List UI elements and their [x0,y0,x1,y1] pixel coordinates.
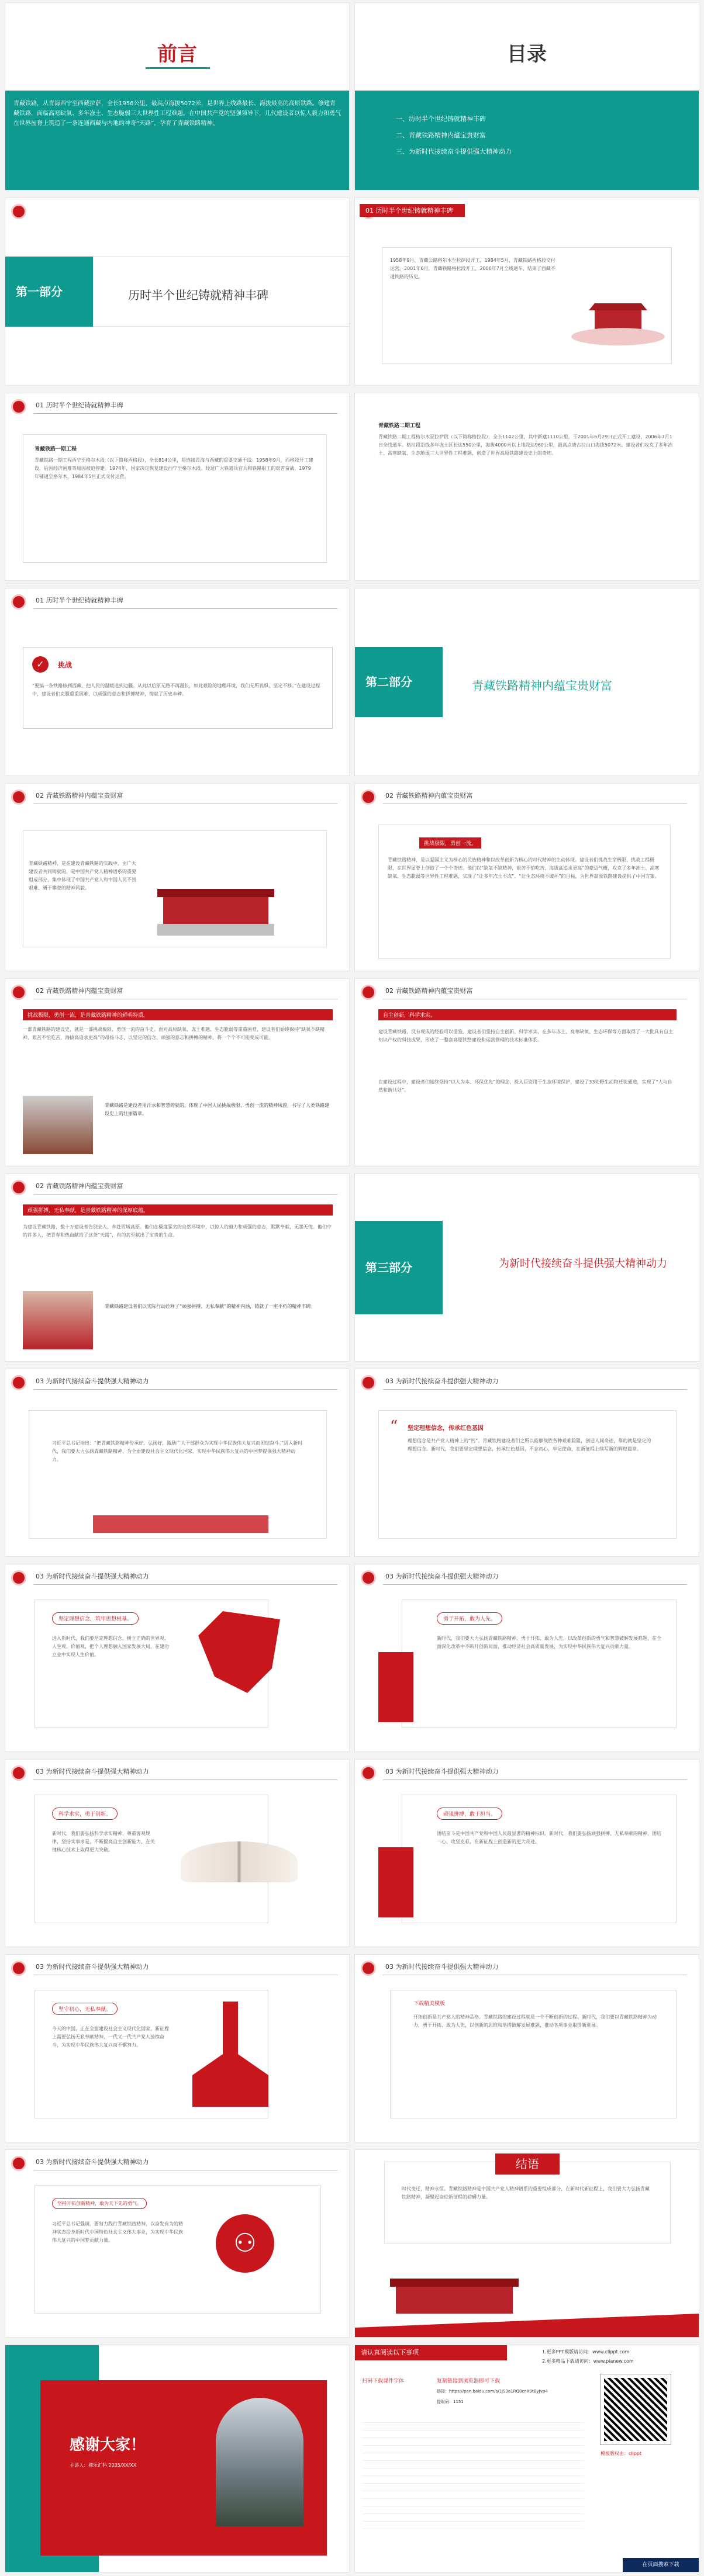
part-label: 第二部分 [365,675,412,689]
part-label: 第一部分 [16,285,63,299]
slide-toc [354,2,699,191]
slide-header: 01 历时半个世纪铸就精神丰碑 [36,401,123,409]
innovation-text: 习近平总书记强调，要努力践行青藏铁路精神，以奋发有为的精神状态投身新时代中国特色社会主义伟大事业，为实现中华民族伟大复兴的中国梦贡献力量。 [52,2221,183,2243]
spirit-text-2: 在建设过程中，建设者们始终坚持“以人为本、环保优先”的理念，投入巨资用于生态环境保护，建设了33处野生动物迁徙通道，实现了“人与自然和谐共处”。 [378,1079,672,1093]
slide-header: 03 为新时代接续奋斗提供强大精神动力 [36,1573,149,1580]
gate-illustration [390,2273,519,2319]
science-label: 科学求实，勇于创新。 [52,1808,118,1820]
slide-conclusion [354,2149,699,2338]
thanks-meta: 主讲人：穆乐汇科 2035/XX/XX [70,2463,137,2468]
page-title: 前言 [157,43,197,66]
pioneer-text: 新时代，我们要大力弘扬青藏铁路精神，勇于开拓、敢为人先，以改革创新的勇气和智慧破解发展难题，在全面深化改革中不断开创新局面，推动经济社会高质量发展，为实现中华民族伟大复兴贡献力量。 [437,1636,661,1649]
watermark: 模板版权由：clippt [601,2451,642,2456]
slide-header: 01 历时半个世纪铸就精神丰碑 [36,597,123,604]
slide-era-intro [5,1369,350,1557]
slide-phase-two [354,393,699,581]
mountain-photo [216,2398,303,2526]
quote-mark-icon: “ [390,1418,398,1435]
struggle-label: 顽强拼搏，敢于担当。 [437,1808,502,1820]
slide-header: 03 为新时代接续奋斗提供强大精神动力 [385,1573,499,1580]
banner-tag: 顽强拼搏，无私奉献，是青藏铁路精神的深厚底蕴。 [23,1204,333,1216]
slide-header: 02 青藏铁路精神内蕴宝贵财富 [36,987,123,995]
book-icon [181,1841,298,1882]
download-link[interactable]: 链接：https://pan.baidu.com/s/1jS3a1RQ8cnX9tByJvp4 [437,2389,548,2394]
slide-part-3 [354,1173,699,1362]
building-photo [23,1291,93,1349]
slide-first-class [5,978,350,1166]
spirit-text: 建设青藏铁路，没有现成的经验可以借鉴。建设者们坚持自主创新、科学求实，在多年冻土、高寒缺氧、生态环保等方面取得了一大批具有自主知识产权的科技成果，形成了一整套高原铁路建设和运营管理的技术标准体系。 [378,1029,673,1043]
slide-spirit-intro [5,783,350,971]
temple-illustration [571,292,665,350]
page-title: 目录 [507,43,547,66]
ideals-text: 理想信念是共产党人精神上的“钙”。青藏铁路建设者们之所以能够战胜各种艰难险阻，创造人间奇迹，靠的就是坚定的理想信念。新时代，我们要坚定理想信念，传承红色基因，不忘初心，牢记使命，在新征程上续写新的辉煌篇章。 [408,1438,651,1452]
devotion-text: 今天的中国，正在全面建设社会主义现代化国家，新征程上需要弘扬无私奉献精神，一代又一代共产党人接续奋斗，为实现中华民族伟大复兴而不懈努力。 [52,2026,169,2048]
slide-header: 03 为新时代接续奋斗提供强大精神动力 [36,1963,149,1971]
download-title: 下载精美模板 [413,2001,446,2007]
ideals-title: 坚定理想信念，传承红色基因 [408,1425,484,1432]
slide-two-phases [5,393,350,581]
intro-text: 青藏铁路精神，是在建设青藏铁路的实践中，由广大建设者共同铸就的，是中国共产党人精神谱系的重要组成部分，集中体现了中国共产党人和中国人民不畏艰难、勇于攀登的精神风貌。 [29,861,136,891]
timeline-text: 1958年9月，青藏公路格尔木至拉萨段开工，1984年5月，青藏铁路西格段交付运营。2001年6月，青藏铁路格拉段开工，2006年7月全线通车，结束了西藏不通铁路的历史。 [390,258,555,279]
slide-part-1 [5,198,350,386]
slide-header: 03 为新时代接续奋斗提供强大精神动力 [385,1377,499,1385]
quote-text: 青藏铁路建设者们以实际行动诠释了“顽强拼搏、无私奉献”的精神内涵，铸就了一座不朽的精神丰碑。 [105,1304,316,1309]
devotion-label: 坚守初心，无私奉献。 [52,2003,118,2015]
site-link[interactable]: 2.更多精品下载请访问：www.pianew.com [542,2359,634,2364]
title-underline [146,67,210,69]
slide-preface [5,2,350,191]
slide-struggle [354,1759,699,1947]
slide-part-2 [354,588,699,776]
thanks-title: 感谢大家！ [70,2436,146,2454]
part-title: 为新时代接续奋斗提供强大精神动力 [499,1258,667,1270]
tiananmen-illustration [157,871,274,936]
spirit-text: 一部青藏铁路的建设史，就是一部挑战极限、勇创一流的奋斗史。面对高原缺氧、冻土难题、生态脆弱等重重困难，建设者们始终保持“缺氧不缺精神、艰苦不怕吃苦、海拔高追求更高”的昂扬斗志，以坚定的信念、顽强的意志和拼搏的精神，将一个个不可能变成可能。 [23,1027,325,1040]
font-download-label: 扫码下载课件字体 [362,2378,405,2384]
qr-code[interactable] [601,2374,671,2445]
search-footer[interactable]: 在页面搜索下载 [623,2558,699,2572]
toc-item[interactable]: 二、青藏铁路精神内蕴宝贵财富 [396,131,486,139]
slide-challenge [5,588,350,776]
construction-photo [23,1096,93,1154]
slide-header: 02 青藏铁路精神内蕴宝贵财富 [36,1182,123,1190]
toc-item[interactable]: 三、为新时代接续奋斗提供强大精神动力 [396,148,512,155]
slide-header: 03 为新时代接续奋斗提供强大精神动力 [36,1377,149,1385]
innovation-label: 坚持开拓创新精神，敢为天下先的勇气。 [52,2198,147,2209]
era-text: 习近平总书记指出：“把青藏铁路精神传承好、弘扬好，激励广大干部群众为实现中华民族伟大复兴而团结奋斗。”进入新时代，我们要大力弘扬青藏铁路精神，为全面建设社会主义现代化国家、实现中华民族伟大复兴的中国梦提供强大精神动力。 [52,1441,303,1462]
preface-body: 青藏铁路，从青海西宁至西藏拉萨，全长1956公里，最高点海拔5072米，是世界上线路最长、海拔最高的高原铁路。修建青藏铁路，面临高寒缺氧、多年冻土、生态脆弱三大世界性工程难题。在中国共产党的坚强领导下，几代建设者以惊人毅力和勇气在世界屋脊上筑造了一条连通西藏与内地的神奇“天路”，孕育了青藏铁路精神。 [13,101,341,127]
extract-code: 提取码：1151 [437,2400,464,2404]
slide-science [5,1759,350,1947]
toc-item[interactable]: 一、历时半个世纪铸就精神丰碑 [396,115,486,123]
challenge-label: 挑战 [58,661,73,669]
slide-download [354,1954,699,2142]
copy-link-label: 复制链接到浏览器即可下载 [437,2378,501,2384]
banner-tag: 挑战极限，勇创一流，是青藏铁路精神的鲜明特质。 [23,1009,333,1020]
science-text: 新时代，我们要弘扬科学求实精神，尊重客观规律，坚持实事求是，不断提高自主创新能力，在关键核心技术上取得更大突破。 [52,1831,155,1853]
slide-innovation-spirit [5,2149,350,2338]
part-label: 第三部分 [365,1261,412,1275]
slide-ideals [354,1369,699,1557]
slide-thanks [5,2345,350,2572]
phase-title: 青藏铁路二期工程 [378,423,421,429]
struggle-text: 团结奋斗是中国共产党和中国人民最显著的精神标识。新时代，我们要弘扬顽强拼搏、无私奉献的精神，团结一心、攻坚克难，在新征程上创造新的更大奇迹。 [437,1831,661,1844]
notice-title: 请认真阅读以下事项 [355,2345,507,2360]
phase-text: 青藏铁路一期工程西宁至格尔木段（以下简称西格段），全长814公里，是连接青海与西藏的重要交通干线。1958年9月，西格段开工建设，后因经济困难等原因被迫停建。1974年，国家决定恢复建设西宁至格尔木段。经过广大铁道兵官兵和铁路职工的艰苦奋战，1979年铺通至格尔木，1984年5月正式交付运营。 [34,458,313,479]
slide-header: 02 青藏铁路精神内蕴宝贵财富 [385,792,473,799]
slide-header: 01 历时半个世纪铸就精神丰碑 [360,204,465,217]
quote-text: 青藏铁路是建设者用汗水和智慧铸就的，体现了中国人民挑战极限、勇创一流的精神风貌，书写了人类铁路建设史上的壮丽篇章。 [105,1103,329,1116]
conclusion-text: 时代变迁，精神永恒。青藏铁路精神是中国共产党人精神谱系的重要组成部分，在新时代新征程上，我们要大力弘扬青藏铁路精神，凝聚起奋进新征程的磅礴力量。 [402,2186,650,2200]
slide-header: 03 为新时代接续奋斗提供强大精神动力 [385,1768,499,1775]
check-icon: ✓ [32,656,49,673]
belief-text: 进入新时代，我们要坚定理想信念，树立正确的世界观、人生观、价值观，把个人理想融入国家发展大局，在建功立业中实现人生价值。 [52,1636,169,1657]
slide-timeline [354,198,699,386]
banner-tag: 自主创新，科学求实。 [378,1009,677,1020]
download-text: 开拓创新是共产党人的精神品格。青藏铁路的建设过程就是一个不断创新的过程。新时代，我们要以青藏铁路精神为动力，勇于开拓、敢为人先，以创新的思维和举措破解发展难题，推动各项事业取得新进展。 [413,2014,657,2028]
part-title: 历时半个世纪铸就精神丰碑 [128,288,268,302]
belief-label: 坚定理想信念，筑牢思想根基。 [52,1612,139,1625]
part-title: 青藏铁路精神内蕴宝贵财富 [472,678,612,693]
phase-text: 青藏铁路二期工程格尔木至拉萨段（以下简称格拉段），全长1142公里，其中新建1110公里，于2001年6月29日正式开工建设，2006年7月1日全线通车。格拉段沿线多年冻土区长达550公里，海拔4000米以上地段达960公里，最高点唐古拉山口海拔5072米。建设者们攻克了多年冻土、高寒缺氧、生态脆弱三大世界性工程难题，创造了世界高原铁路建设史上的奇迹。 [378,434,673,456]
slide-dedication [5,1173,350,1362]
phase-title: 青藏铁路一期工程 [34,446,77,452]
slide-devotion [5,1954,350,2142]
slide-pioneer [354,1564,699,1752]
slide-challenge-limit [354,783,699,971]
slide-belief [5,1564,350,1752]
user-icon: ⚇ [216,2214,274,2273]
site-link[interactable]: 1.更多PPT模版请访问：www.clippt.com [542,2349,630,2355]
slide-notice [354,2345,699,2572]
conclusion-title: 结语 [495,2153,560,2175]
banner-tag: 挑战极限，勇创一流。 [419,837,481,849]
slide-header: 03 为新时代接续奋斗提供强大精神动力 [36,1768,149,1775]
slide-header: 03 为新时代接续奋斗提供强大精神动力 [36,2158,149,2166]
slide-header: 02 青藏铁路精神内蕴宝贵财富 [36,792,123,799]
skyline-band [93,1515,268,1533]
spirit-text: 为建设青藏铁路，数十万建设者告别亲人，奔赴雪域高原。他们在极度恶劣的自然环境中，以惊人的毅力和顽强的意志，默默奉献，无怨无悔。他们中的许多人，把青春和热血献给了这条“天路”，有的甚至献出了宝贵的生命。 [23,1224,332,1238]
slide-header: 03 为新时代接续奋斗提供强大精神动力 [385,1963,499,1971]
challenge-text: “要搞一条铁路修到西藏，把人民的温暖送到边疆。从此以后原无路不再漫长，如此艰险的地理环境，我们无所畏惧，坚定不移。”在建设过程中，建设者们克服重重困难，以顽强的意志和拼搏精神，铸就了历史丰碑。 [32,683,320,697]
slide-header: 02 青藏铁路精神内蕴宝贵财富 [385,987,473,995]
slide-innovation [354,978,699,1166]
pioneer-label: 勇于开拓，敢为人先。 [437,1612,502,1625]
spirit-text: 青藏铁路精神，是以爱国主义为核心的民族精神和以改革创新为核心的时代精神的生动体现。建设者们挑战生命极限，挑战工程极限，在世界屋脊上创造了一个个奇迹。他们以“缺氧不缺精神，艰苦不怕吃苦，海拔高追求更高”的豪迈气概，攻克了多年冻土、高寒缺氧、生态脆弱等世界性工程难题，实现了“让多年冻土不冻”、“让生态环境不破坏”的目标，为世界高原铁路建设提供了中国方案。 [388,857,660,879]
